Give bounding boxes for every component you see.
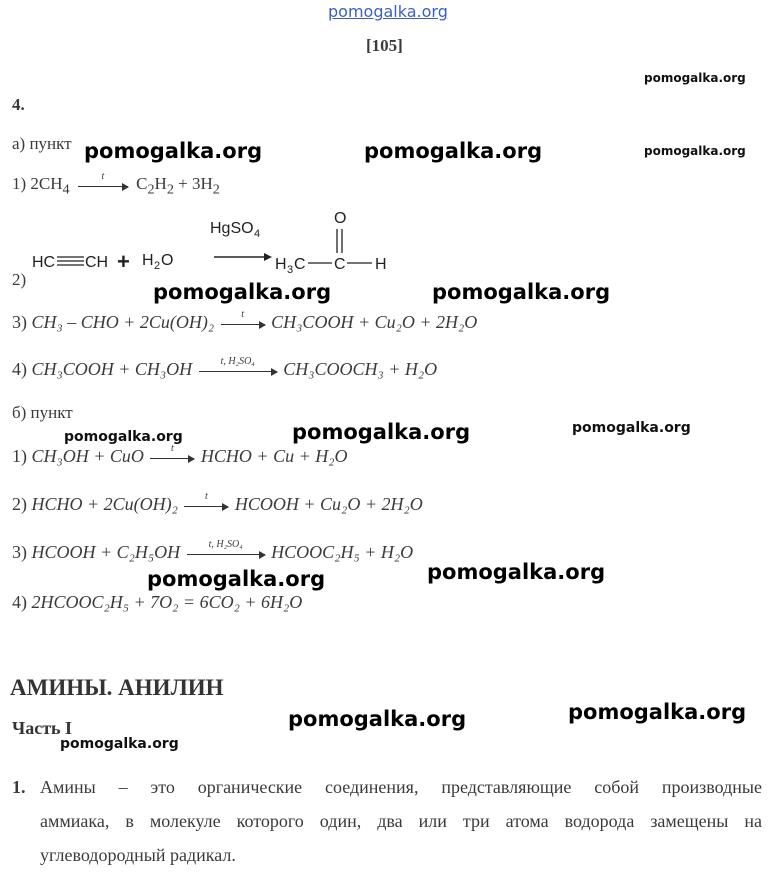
oxygen-atom: O — [334, 210, 347, 227]
subscript: 2 — [166, 181, 174, 198]
carbonyl-c: C — [334, 256, 346, 273]
structural-formula — [32, 205, 412, 285]
part-a-label: а) пункт — [12, 134, 72, 153]
paragraph-line-3: углеводородный радикал. — [40, 845, 236, 865]
watermark: pomogalka.org — [147, 567, 326, 591]
products: HCHO + Cu + H₂O — [200, 446, 348, 466]
arrow-condition: t — [171, 443, 174, 455]
reaction-b1 — [12, 443, 348, 467]
watermark: pomogalka.org — [84, 139, 263, 163]
reaction-arrow — [150, 443, 194, 459]
reaction-number: 1) — [12, 446, 27, 466]
subscript: 2 — [212, 181, 220, 198]
reactants: HCOOH + C₂H₅OH — [31, 542, 181, 562]
reaction-arrow — [78, 170, 128, 187]
reaction-number: 3) — [12, 542, 27, 562]
subscript: 2 — [154, 260, 161, 272]
paragraph-line-1 — [12, 770, 762, 804]
acetylene-left: HC — [32, 254, 56, 271]
watermark: pomogalka.org — [572, 420, 691, 436]
equation: 2HCOOC₂H₅ + 7O₂ = 6CO₂ + 6H₂O — [31, 592, 303, 612]
arrow-condition: t, H₂SO₄ — [208, 539, 243, 551]
methyl-c: C — [294, 256, 306, 273]
product: C — [136, 174, 148, 193]
paragraph-text: Амины – это органические соединения, представляющие собой производные — [40, 777, 762, 797]
structural-reaction-a2 — [32, 205, 412, 285]
reactants: CH₃ – CHO + 2Cu(OH)₂ — [31, 312, 215, 332]
reactants: CH₃COOH + CH₃OH — [31, 359, 193, 379]
arrow-condition: t — [205, 491, 208, 503]
watermark: pomogalka.org — [568, 700, 747, 724]
watermark: pomogalka.org — [364, 139, 543, 163]
reactant: 2CH — [30, 174, 63, 193]
aldehyde-h: H — [375, 256, 387, 273]
water: H — [142, 252, 154, 269]
watermark: pomogalka.org — [292, 420, 471, 444]
products: HCOOC₂H₅ + H₂O — [271, 542, 414, 562]
watermark: pomogalka.org — [432, 280, 611, 304]
reaction-a1 — [12, 170, 220, 198]
page-number: [105] — [366, 36, 403, 55]
subscript: 3 — [287, 264, 294, 276]
reaction-b2 — [12, 491, 423, 515]
reaction-b4 — [12, 592, 302, 613]
reaction-arrow — [221, 309, 265, 325]
watermark: pomogalka.org — [427, 560, 606, 584]
reaction-number: 1) — [12, 174, 27, 193]
reaction-arrow — [199, 356, 277, 372]
site-link[interactable]: pomogalka.org — [328, 2, 448, 21]
watermark: pomogalka.org — [288, 707, 467, 731]
paragraph-line-2: аммиака, в молекуле которого один, два или три атома водорода замещены на — [40, 811, 762, 831]
product: H — [154, 174, 167, 193]
watermark: pomogalka.org — [153, 280, 332, 304]
definition-paragraph — [12, 770, 762, 872]
task-number: 4. — [12, 95, 25, 114]
subscript: 4 — [62, 181, 70, 198]
acetylene-right: CH — [85, 254, 109, 271]
reaction-number: 4) — [12, 592, 27, 612]
products: CH₃COOCH₃ + H₂O — [283, 359, 438, 379]
subscript: 2 — [147, 181, 155, 198]
reaction-arrow — [187, 539, 265, 555]
reaction-a4 — [12, 356, 438, 380]
arrow-condition: t, H₂SO₄ — [220, 356, 255, 368]
reaction-number: 3) — [12, 312, 27, 332]
catalyst: HgSO — [210, 220, 254, 237]
reaction-number: 2) — [12, 494, 27, 514]
subscript: 4 — [254, 228, 261, 240]
part-title: Часть I — [12, 718, 73, 738]
reaction-number: 2) — [12, 270, 27, 289]
watermark: pomogalka.org — [64, 429, 183, 445]
watermark: pomogalka.org — [60, 736, 179, 752]
plus-sign: + — [117, 249, 130, 274]
product: + 3H — [173, 174, 213, 193]
reaction-a3 — [12, 309, 478, 333]
item-number: 1. — [12, 777, 26, 797]
reaction-b3 — [12, 539, 414, 563]
watermark: pomogalka.org — [644, 144, 746, 158]
products: HCOOH + Cu₂O + 2H₂O — [234, 494, 423, 514]
reaction-arrow — [184, 491, 228, 507]
methyl-h: H — [275, 256, 287, 273]
arrow-condition: t — [241, 309, 245, 321]
water-oxygen: O — [161, 252, 174, 269]
section-title: АМИНЫ. АНИЛИН — [10, 675, 224, 700]
part-b-label: б) пункт — [12, 403, 73, 422]
reaction-number: 4) — [12, 359, 27, 379]
reactants: HCHO + 2Cu(OH)₂ — [31, 494, 178, 514]
arrow-condition: t — [101, 170, 105, 182]
reactants: CH₃OH + CuO — [31, 446, 144, 466]
watermark: pomogalka.org — [644, 71, 746, 85]
products: CH₃COOH + Cu₂O + 2H₂O — [271, 312, 478, 332]
